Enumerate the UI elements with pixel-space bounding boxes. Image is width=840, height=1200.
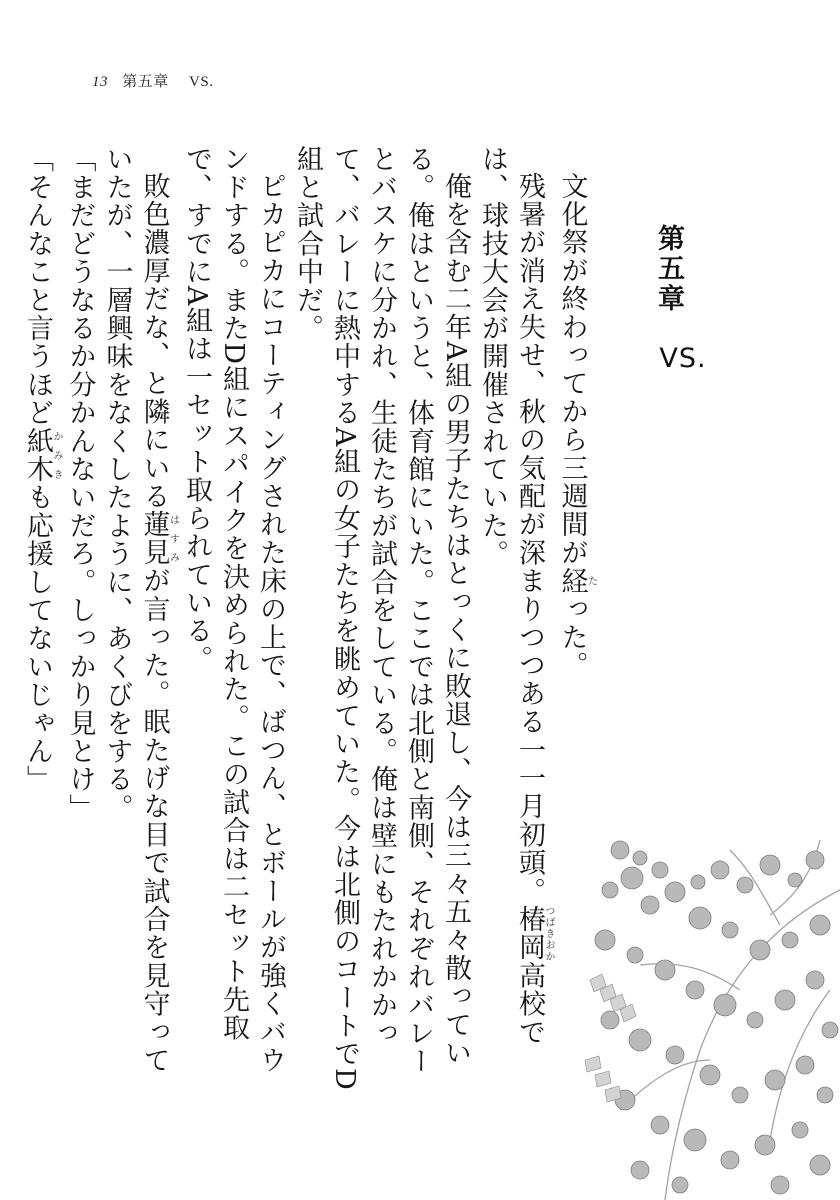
- paragraph-6: 「まだどうなるか分かんないだろ。しっかり見とけ」: [64, 145, 96, 822]
- ruby-hasumi: 蓮見はすみ: [138, 510, 179, 567]
- chapter-number: 第五章: [653, 224, 684, 314]
- body-text: [22, 145, 597, 1095]
- header-title: VS.: [189, 74, 214, 90]
- ruby-kamiki: 紙木かみき: [22, 427, 62, 484]
- page-number: 13: [92, 74, 108, 90]
- paragraph-4: ピカピカにコーティングされた床の上で、ばつん、とボールが強くバウンドする。またD組にスパイクを決められた。この試合は二セット先取で、すでにA組は一セット取られている。: [181, 145, 286, 1075]
- paragraph-5: 敗色濃厚だな、と隣にいる蓮見はすみが言った。眠たげな目で試合を見守っていたが、一層興味をなくしたように、あくびをする。: [101, 145, 179, 1075]
- running-header: [92, 70, 213, 91]
- chapter-title: VS.: [659, 343, 707, 374]
- header-chapter: 第五章: [122, 74, 169, 90]
- ruby-tsubakioka: 椿岡つばきおか: [514, 905, 554, 962]
- paragraph-3: 俺を含む二年A組の男子たちはとっくに敗退し、今は三々五々散っている。俺はというと、体育館にいた。ここでは北側と南側、それぞれバレーとバスケに分かれ、生徒たちが試合をしている。俺は壁にもたれかかって、バレーに熱中するA組の女子たちを眺めていた。今は北側のコートでD組と試合中だ。: [292, 145, 471, 1091]
- paragraph-7: 「そんなこと言うほど紙木かみきも応援してないじゃん」: [22, 145, 62, 794]
- ruby-ta: 経た: [556, 566, 597, 596]
- paragraph-2: 残暑が消え失せ、秋の気配が深まりつつある一一月初頭。椿岡つばきおか高校では、球技大会が開催されていた。: [477, 145, 554, 1047]
- paragraph-1: 文化祭が終わってから三週間が経たった。: [556, 172, 597, 680]
- foliage-illustration-icon: [580, 830, 840, 1200]
